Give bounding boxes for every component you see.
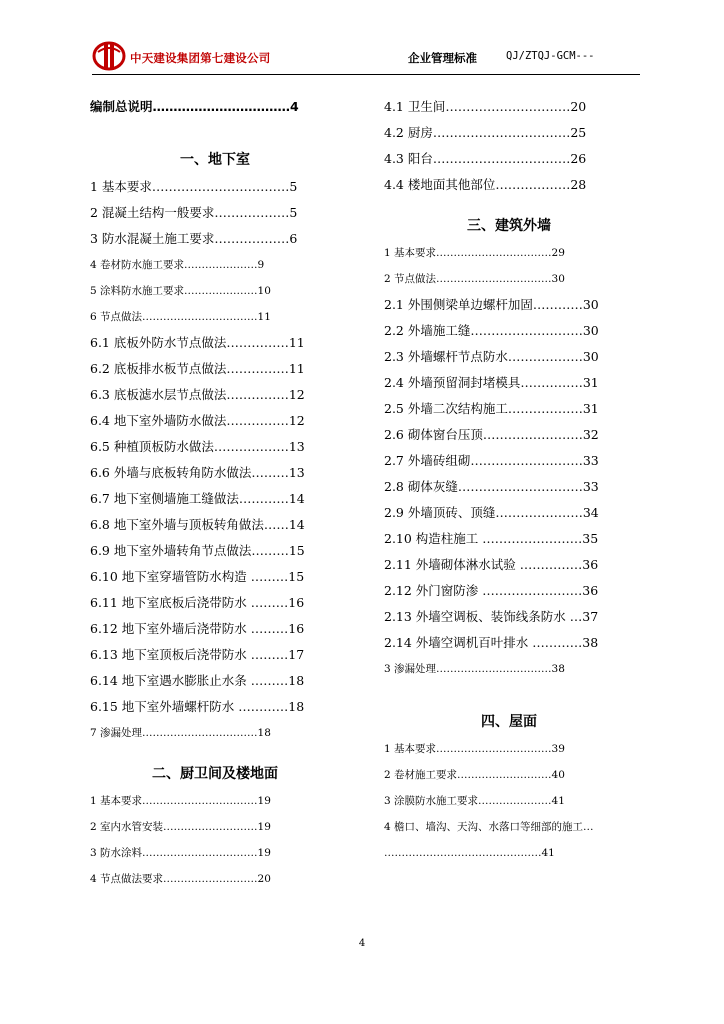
toc-item[interactable]: 4.3 阳台……………………………26 — [384, 151, 587, 166]
toc-item[interactable]: 3 渗漏处理……………………………38 — [384, 663, 565, 675]
toc-item[interactable]: 4 节点做法要求………………………20 — [90, 873, 271, 885]
toc-item[interactable]: 5 涂料防水施工要求…………………10 — [90, 285, 271, 297]
section-title-roof: 四、屋面 — [481, 714, 537, 730]
toc-item[interactable]: 7 渗漏处理……………………………18 — [90, 727, 271, 739]
toc-item[interactable]: 2.7 外墙砖组砌………………………33 — [384, 453, 599, 468]
toc-item[interactable]: 1 基本要求……………………………19 — [90, 795, 271, 807]
toc-item[interactable]: 4.2 厨房……………………………25 — [384, 125, 587, 140]
toc-item[interactable]: 2 节点做法……………………………30 — [384, 273, 565, 285]
toc-item[interactable]: 1 基本要求……………………………5 — [90, 179, 298, 194]
toc-preface[interactable]: 编制总说明……………………………4 — [90, 99, 299, 114]
section-title-basement: 一、地下室 — [180, 152, 250, 168]
toc-item[interactable]: 6.15 地下室外墙螺杆防水 …………18 — [90, 699, 305, 714]
toc-item[interactable]: 3 防水涂料……………………………19 — [90, 847, 271, 859]
section-title-kitchen-bath: 二、厨卫间及楼地面 — [152, 766, 278, 782]
toc-item[interactable]: 6 节点做法……………………………11 — [90, 311, 271, 323]
toc-item[interactable]: 6.7 地下室侧墙施工缝做法…………14 — [90, 491, 305, 506]
toc-item[interactable]: 6.10 地下室穿墙管防水构造 ………15 — [90, 569, 305, 584]
toc-item[interactable]: 6.9 地下室外墙转角节点做法………15 — [90, 543, 305, 558]
toc-item[interactable]: 2.2 外墙施工缝………………………30 — [384, 323, 599, 338]
toc-item[interactable]: 2.10 构造柱施工 ……………………35 — [384, 531, 599, 546]
toc-item[interactable]: 6.13 地下室顶板后浇带防水 ………17 — [90, 647, 305, 662]
toc-item[interactable]: 4.4 楼地面其他部位………………28 — [384, 177, 587, 192]
page-number: 4 — [358, 938, 366, 949]
toc-item[interactable]: 2.6 砌体窗台压顶……………………32 — [384, 427, 599, 442]
toc-item[interactable]: 2 卷材施工要求………………………40 — [384, 769, 565, 781]
toc-item[interactable]: 3 涂膜防水施工要求…………………41 — [384, 795, 565, 807]
page-header — [92, 36, 640, 76]
toc-item[interactable]: 4.1 卫生间…………………………20 — [384, 99, 587, 114]
toc-item[interactable]: 2.1 外围侧梁单边螺杆加固…………30 — [384, 297, 599, 312]
toc-item[interactable]: 2.5 外墙二次结构施工………………31 — [384, 401, 599, 416]
toc-item[interactable]: 6.1 底板外防水节点做法……………11 — [90, 335, 305, 350]
company-logo-icon — [92, 38, 126, 72]
toc-item[interactable]: 6.2 底板排水板节点做法……………11 — [90, 361, 305, 376]
toc-item[interactable]: 6.4 地下室外墙防水做法……………12 — [90, 413, 305, 428]
toc-item[interactable]: 4 檐口、墙沟、天沟、水落口等细部的施工… — [384, 821, 594, 833]
toc-item[interactable]: 2.11 外墙砌体淋水试验 ……………36 — [384, 557, 599, 572]
standard-label: 企业管理标准 — [408, 51, 477, 65]
toc-item[interactable]: 3 防水混凝土施工要求………………6 — [90, 231, 298, 246]
toc-item[interactable]: 6.6 外墙与底板转角防水做法………13 — [90, 465, 305, 480]
toc-item[interactable]: 2.14 外墙空调机百叶排水 …………38 — [384, 635, 599, 650]
toc-item[interactable]: 2 室内水管安装………………………19 — [90, 821, 271, 833]
toc-item[interactable]: ………………………………………41 — [384, 847, 555, 859]
toc-item[interactable]: 2.8 砌体灰缝…………………………33 — [384, 479, 599, 494]
toc-item[interactable]: 2.12 外门窗防渗 ……………………36 — [384, 583, 599, 598]
toc-item[interactable]: 4 卷材防水施工要求…………………9 — [90, 259, 265, 271]
toc-item[interactable]: 6.3 底板滤水层节点做法……………12 — [90, 387, 305, 402]
toc-item[interactable]: 2.3 外墙螺杆节点防水………………30 — [384, 349, 599, 364]
toc-item[interactable]: 6.5 种植顶板防水做法………………13 — [90, 439, 305, 454]
toc-item[interactable]: 6.14 地下室遇水膨胀止水条 ………18 — [90, 673, 305, 688]
toc-item[interactable]: 1 基本要求……………………………39 — [384, 743, 565, 755]
toc-item[interactable]: 2 混凝土结构一般要求………………5 — [90, 205, 298, 220]
standard-code: QJ/ZTQJ-GCM--- — [506, 50, 595, 62]
toc-item[interactable]: 6.12 地下室外墙后浇带防水 ………16 — [90, 621, 305, 636]
company-name: 中天建设集团第七建设公司 — [130, 51, 271, 65]
toc-right-column — [384, 94, 634, 866]
toc-item[interactable]: 6.11 地下室底板后浇带防水 ………16 — [90, 595, 305, 610]
toc-item[interactable]: 2.9 外墙顶砖、顶缝…………………34 — [384, 505, 599, 520]
toc-item[interactable]: 2.13 外墙空调板、装饰线条防水 …37 — [384, 609, 599, 624]
toc-left-column — [90, 94, 340, 892]
toc-item[interactable]: 2.4 外墙预留洞封堵模具……………31 — [384, 375, 599, 390]
toc-item[interactable]: 1 基本要求……………………………29 — [384, 247, 565, 259]
header-rule — [92, 74, 640, 75]
section-title-exterior-wall: 三、建筑外墙 — [467, 218, 551, 234]
toc-item[interactable]: 6.8 地下室外墙与顶板转角做法……14 — [90, 517, 305, 532]
